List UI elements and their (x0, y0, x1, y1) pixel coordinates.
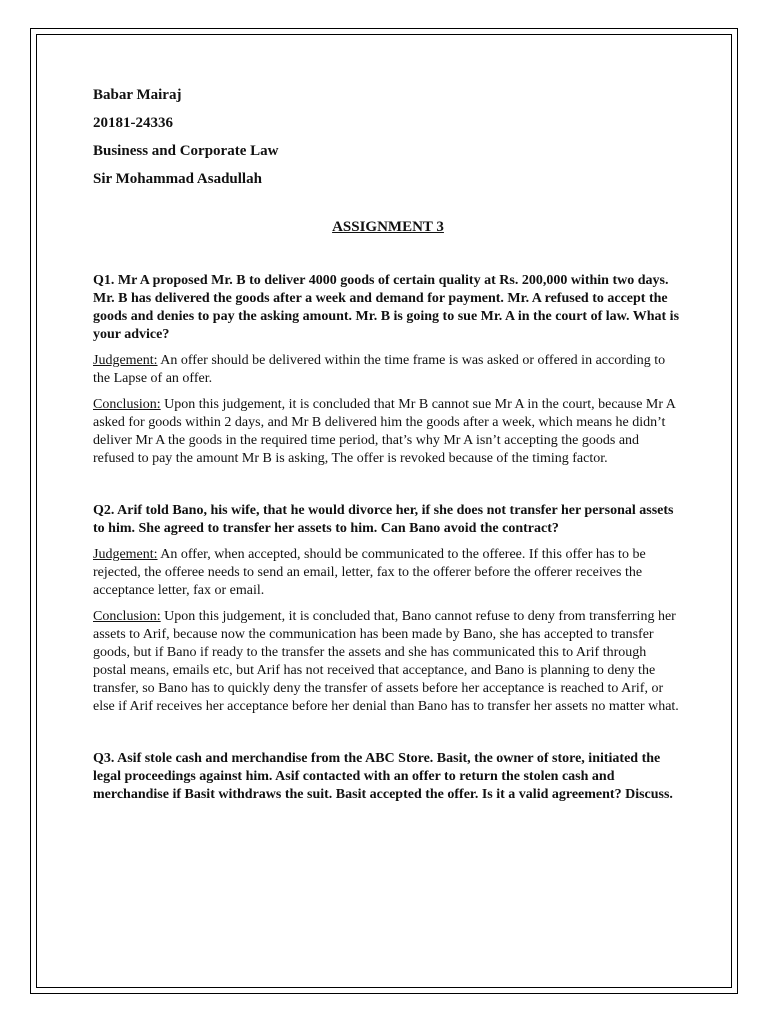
q1-judgement-text: An offer should be delivered within the time frame is was asked or offered in according to the Lapse of an offer. (93, 353, 666, 386)
q1-judgement (93, 352, 683, 388)
student-name: Babar Mairaj (93, 87, 182, 103)
question-3: Q3. Asif stole cash and merchandise from the ABC Store. Basit, the owner of store, initiated the legal proceedings against him. Asif contacted with an offer to return the stolen cash and merchandise if Basit withdraws the suit. Basit accepted the offer. Is it a valid agreement? Discuss. (93, 751, 673, 802)
student-id: 20181-24336 (93, 115, 173, 131)
question-1: Q1. Mr A proposed Mr. B to deliver 4000 goods of certain quality at Rs. 200,000 within two days. Mr. B has delivered the goods after a week and demand for payment. Mr. A refused to accept the goods and denies to pay the asking amount. Mr. B is going to sue Mr. A in the court of law. What is your advice? (93, 273, 680, 342)
assignment-title: ASSIGNMENT 3 (332, 219, 444, 235)
q2-conclusion-text: Upon this judgement, it is concluded that, Bano cannot refuse to deny from transferring her assets to Arif, because now the communication has been made by Bano, she has accepted to transfer goods, but if Bano if ready to the transfer the assets and she has communicated this to Arif through postal means, emails etc, but Arif has not received that acceptance, and Bano is planning to deny the transfer, so Bano has to quickly deny the transfer of assets before her acceptance is reached to Arif, or else if Arif receives her acceptance before her denial than Bano has to transfer her assets no matter what. (93, 609, 679, 714)
q2-judgement-text: An offer, when accepted, should be communicated to the offeree. If this offer has to be rejected, the offeree needs to send an email, letter, fax to the offerer before the offerer receives the acceptance letter, fax or email. (93, 547, 646, 598)
q1-judgement-label: Judgement: (93, 353, 158, 368)
q2-conclusion-label: Conclusion: (93, 609, 161, 624)
q2-judgement-label: Judgement: (93, 547, 158, 562)
instructor-name: Sir Mohammad Asadullah (93, 171, 262, 187)
q2-conclusion (93, 608, 683, 716)
q2-judgement (93, 546, 683, 600)
q1-conclusion-label: Conclusion: (93, 397, 161, 412)
q1-conclusion (93, 396, 683, 468)
q1-conclusion-text: Upon this judgement, it is concluded that Mr B cannot sue Mr A in the court, because Mr A asked for goods within 2 days, and Mr B delivered him the goods after a week, which means he didn’t deliver Mr A the goods in the required time period, that’s why Mr A isn’t accepting the goods and refused to pay the amount Mr B is asking, The offer is revoked because of the timing factor. (93, 397, 676, 466)
question-2: Q2. Arif told Bano, his wife, that he would divorce her, if she does not transfer her personal assets to him. She agreed to transfer her assets to him. Can Bano avoid the contract? (93, 503, 674, 536)
course-name: Business and Corporate Law (93, 143, 279, 159)
document-body (93, 86, 683, 804)
